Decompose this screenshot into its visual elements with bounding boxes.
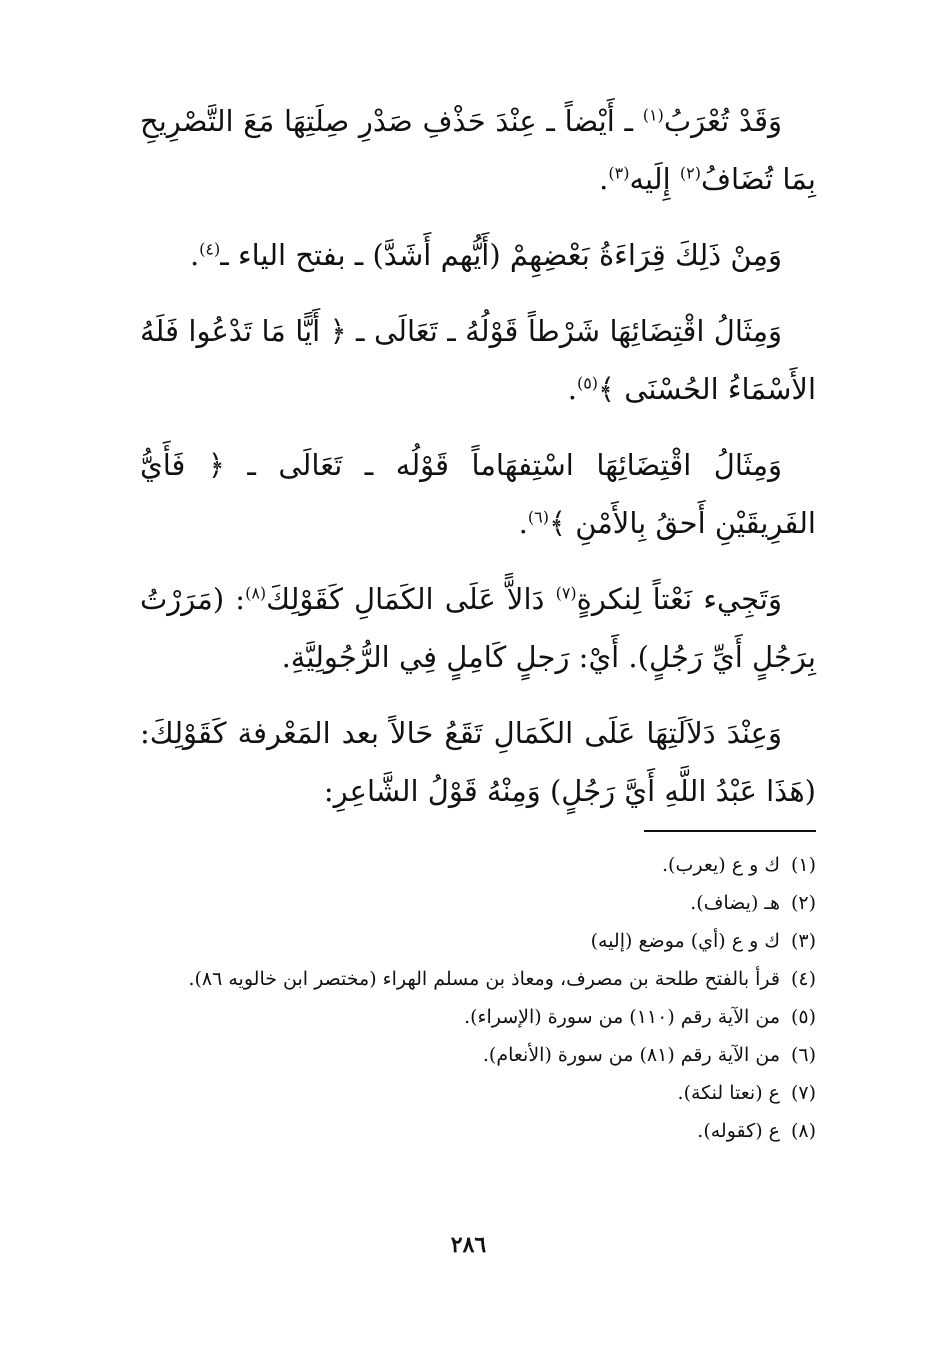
text-segment: : (مَرَرْتُ بِرَجُلٍ أَيِّ رَجُلٍ). أَيْ: رَجلٍ كَامِلٍ فِي الرُّجُولِيَّةِ. [140,582,816,674]
footnote-number: (٧) [790,1082,816,1104]
footnote-8 [140,1112,816,1150]
text-segment: . [189,238,200,272]
text-segment: ـ أَيْضاً ـ عِنْدَ حَذْفِ صَدْرِ صِلَتِهَا مَعَ التَّصْرِيحِ بِمَا تُضَافُ [140,104,816,196]
footnote-6 [140,1036,816,1074]
footnote-ref: (٤) [199,239,221,259]
footnote-text: ع (كقوله). [697,1120,780,1142]
footnote-number: (٦) [790,1044,816,1066]
footnote-number: (١) [790,854,816,876]
footnote-text: هـ (يضاف). [690,892,780,914]
paragraph-5 [140,570,816,686]
footnotes [140,846,816,1150]
footnote-5 [140,998,816,1036]
paragraph-4 [140,436,816,552]
footnote-ref: (٧) [555,583,577,603]
footnote-ref: (١) [642,105,664,125]
footnote-ref: (٥) [576,373,599,393]
footnote-ref: (٣) [608,163,630,183]
text-segment: وَعِنْدَ دَلاَلَتِهَا عَلَى الكَمَالِ تَقَعُ حَالاً بعد المَعْرفة كَقَوْلِكَ: (هَذَا عَبْدُ اللَّهِ أَيَّ رَجُلٍ) وَمِنْهُ قَوْلُ الشَّاعِرِ: [140,716,816,808]
text-segment: وَمِنْ ذَلِكَ قِرَاءَةُ بَعْضِهِمْ (أَيُّهم أَشَدَّ) ـ بفتح الياء ـ [220,238,782,272]
footnote-3 [140,922,816,960]
page-number: ٢٨٦ [450,1232,487,1258]
footnote-text: من الآية رقم (٨١) من سورة (الأنعام). [482,1044,780,1066]
footnote-number: (٤) [790,968,816,990]
footnote-number: (٢) [790,892,816,914]
text-segment: وَمِثَالُ اقْتِضَائِهَا شَرْطاً قَوْلُهُ ـ تَعَالَى ـ ﴿ أَيًّا مَا تَدْعُوا فَلَهُ الأَسْمَاءُ الحُسْنَى ﴾ [140,314,816,406]
text-segment: دَالاًّ عَلَى الكَمَالِ كَقَوْلِكَ [266,582,556,616]
text-segment: وَتَجِيء نَعْتاً لِنكرةٍ [576,582,782,616]
footnote-separator [644,830,816,832]
footnote-text: ك و ع (أي) موضع (إليه) [590,930,780,952]
footnote-ref: (٨) [245,583,267,603]
paragraph-3 [140,302,816,418]
text-segment: وَقَدْ تُعْرَبُ [663,104,783,138]
footnote-number: (٨) [790,1120,816,1142]
footnote-text: من الآية رقم (١١٠) من سورة (الإسراء). [464,1006,780,1028]
footnote-text: ع (نعتا لنكة). [677,1082,780,1104]
main-text [140,92,816,838]
footnote-text: قرأ بالفتح طلحة بن مصرف، ومعاذ بن مسلم الهراء (مختصر ابن خالويه ٨٦). [188,968,780,990]
text-segment: وَمِثَالُ اقْتِضَائِهَا اسْتِفهَاماً قَوْلُه ـ تَعَالَى ـ ﴿ فَأَيُّ الفَرِيقَيْنِ أَحقُ بِالأَمْنِ ﴾ [140,448,816,540]
text-segment: . [599,162,609,196]
footnote-number: (٣) [790,930,816,952]
paragraph-2 [140,226,816,284]
paragraph-1 [140,92,816,208]
footnote-4 [140,960,816,998]
footnote-text: ك و ع (يعرب). [662,854,780,876]
paragraph-6 [140,704,816,820]
footnote-7 [140,1074,816,1112]
text-segment: إِلَيه [629,162,680,196]
footnote-1 [140,846,816,884]
footnote-2 [140,884,816,922]
footnote-ref: (٢) [679,163,701,183]
text-segment: . [518,506,528,540]
footnote-number: (٥) [790,1006,816,1028]
footnote-ref: (٦) [527,507,549,527]
text-segment: . [567,372,577,406]
